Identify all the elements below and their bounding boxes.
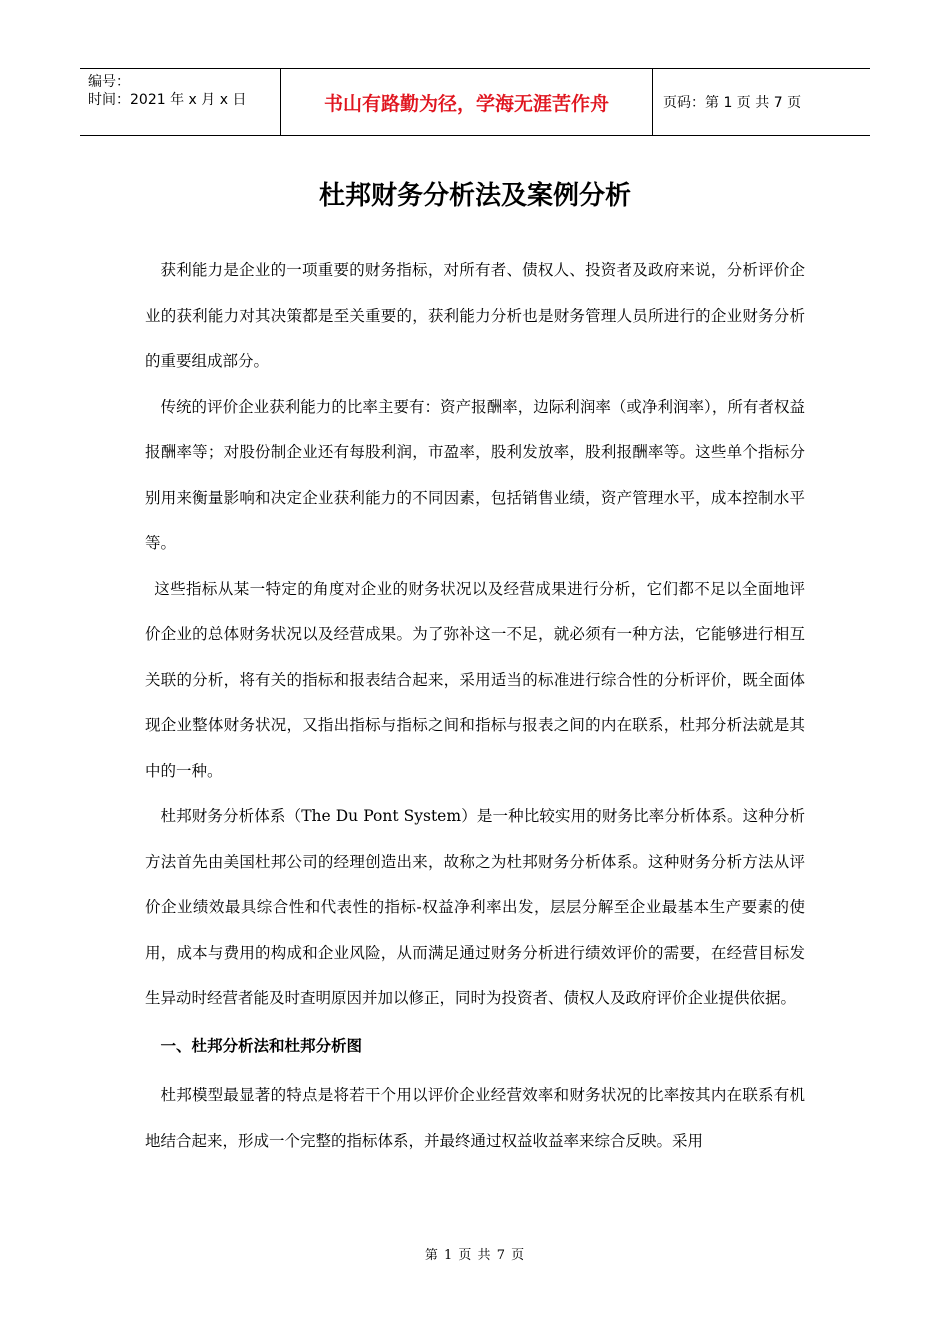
document-number-label: 编号： <box>88 74 130 90</box>
paragraph-5: 杜邦模型最显著的特点是将若干个用以评价企业经营效率和财务状况的比率按其内在联系有机地结合起来，形成一个完整的指标体系，并最终通过权益收益率来综合反映。采用 <box>145 1086 805 1150</box>
header-page-number: 页码：第 1 页 共 7 页 <box>663 95 802 111</box>
section-heading: 一、杜邦分析法和杜邦分析图 <box>160 1036 363 1055</box>
paragraph-2: 传统的评价企业获利能力的比率主要有：资产报酬率，边际利润率（或净利润率），所有者权益报酬率等；对股份制企业还有每股利润，市盈率，股利发放率，股利报酬率等。这些单个指标分别用来衡量影响和决定企业获利能力的不同因素，包括销售业绩，资产管理水平，成本控制水平等。 <box>145 397 805 552</box>
header-meta <box>80 69 281 135</box>
document-body <box>145 248 805 1164</box>
paragraph-3: 这些指标从某一特定的角度对企业的财务状况以及经营成果进行分析，它们都不足以全面地评价企业的总体财务状况以及经营成果。为了弥补这一不足，就必须有一种方法，它能够进行相互关联的分析，将有关的指标和报表结合起来，采用适当的标准进行综合性的分析评价，既全面体现企业整体财务状况，又指出指标与指标之间和指标与报表之间的内在联系，杜邦分析法就是其中的一种。 <box>145 579 805 780</box>
paragraph-1: 获利能力是企业的一项重要的财务指标，对所有者、债权人、投资者及政府来说，分析评价企业的获利能力对其决策都是至关重要的，获利能力分析也是财务管理人员所进行的企业财务分析的重要组成部分。 <box>145 261 805 370</box>
paragraph-4: 杜邦财务分析体系（The Du Pont System）是一种比较实用的财务比率分析体系。这种分析方法首先由美国杜邦公司的经理创造出来，故称之为杜邦财务分析体系。这种财务分析方法从评价企业绩效最具综合性和代表性的指标-权益净利率出发，层层分解至企业最基本生产要素的使用，成本与费用的构成和企业风险，从而满足通过财务分析进行绩效评价的需要，在经营目标发生异动时经营者能及时查明原因并加以修正，同时为投资者、债权人及政府评价企业提供依据。 <box>145 807 805 1007</box>
document-time-label: 时间：2021 年 x 月 x 日 <box>88 92 247 108</box>
header-motto: 书山有路勤为径，学海无涯苦作舟 <box>281 69 653 135</box>
page-header <box>80 68 870 136</box>
page-footer: 第 1 页 共 7 页 <box>424 1248 526 1263</box>
document-title: 杜邦财务分析法及案例分析 <box>318 181 631 211</box>
